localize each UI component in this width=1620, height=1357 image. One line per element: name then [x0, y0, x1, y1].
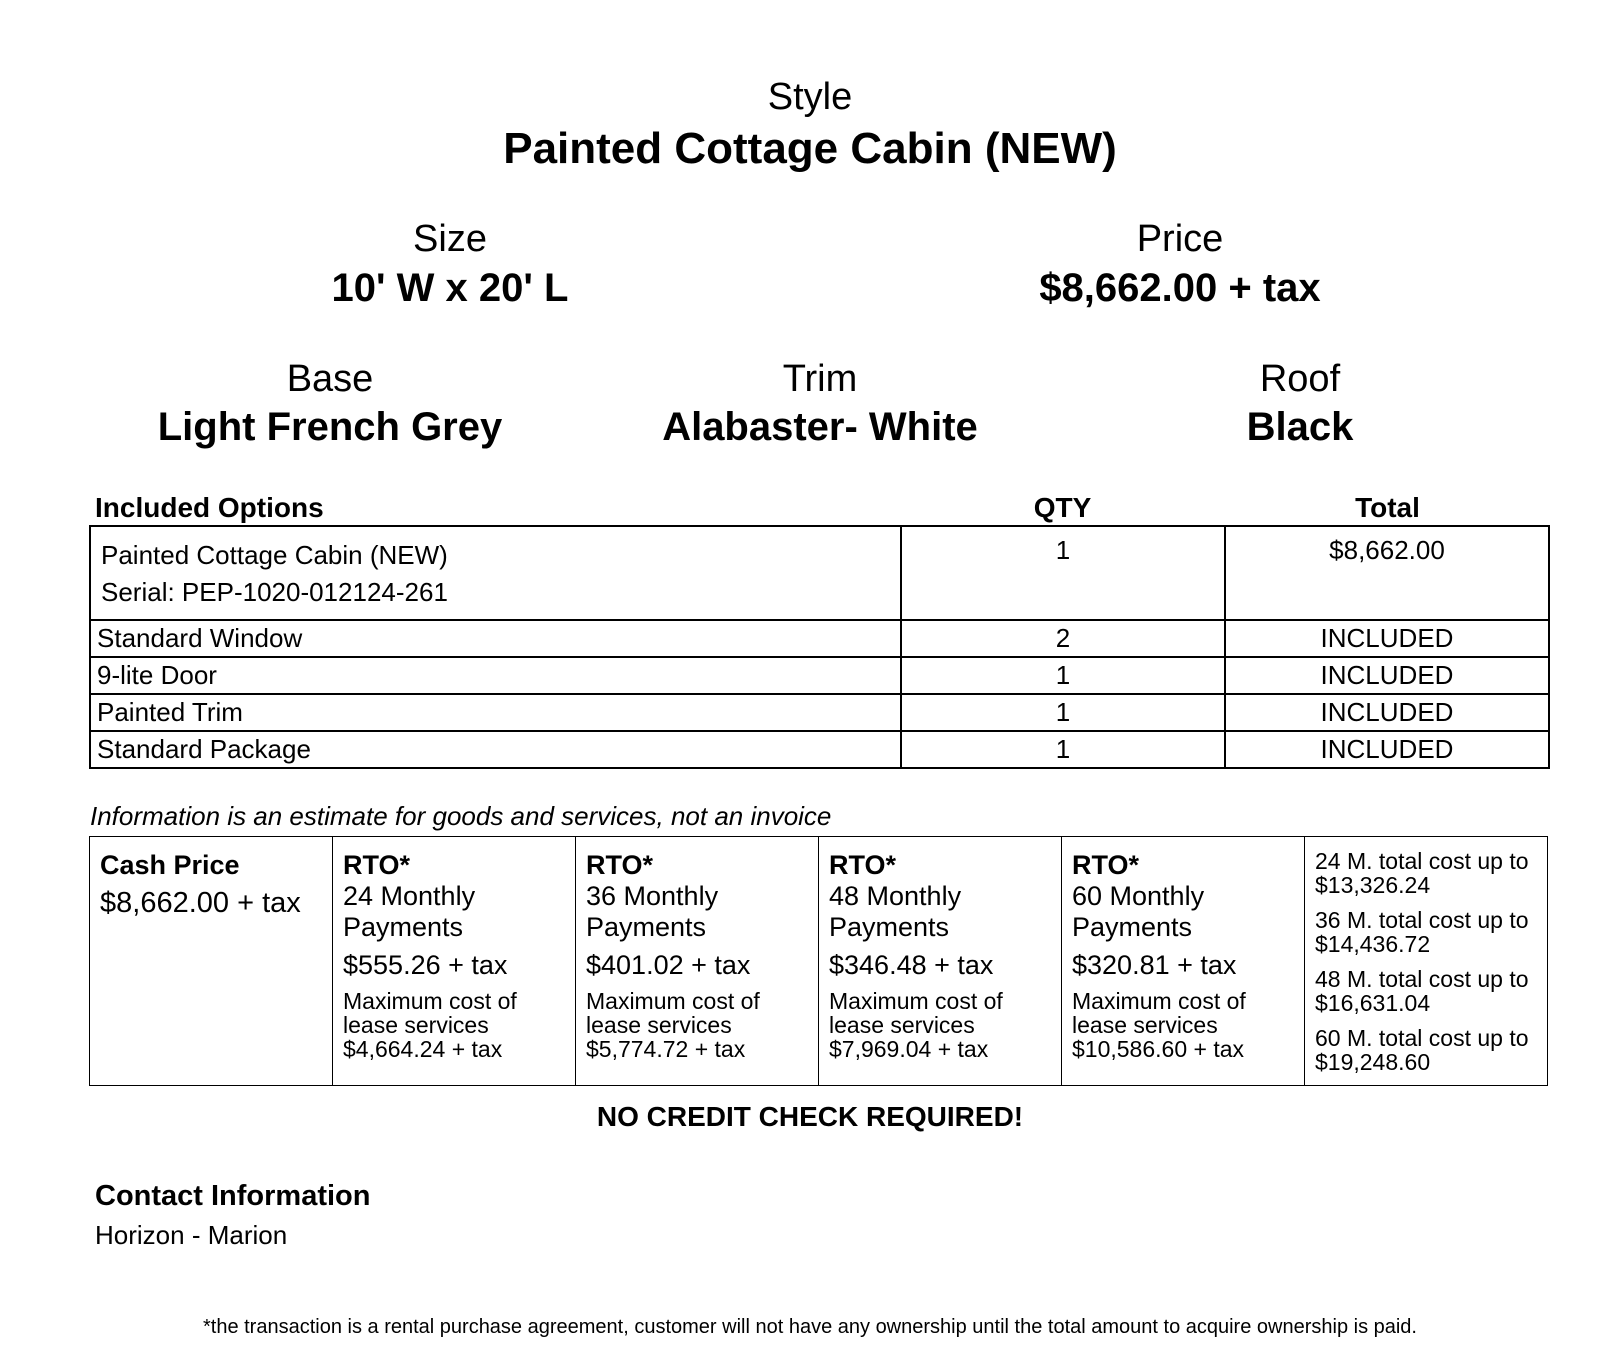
price-value: $8,662.00 + tax — [1039, 266, 1321, 310]
option-total: INCLUDED — [1225, 657, 1549, 694]
table-row — [90, 657, 1549, 694]
base-label: Base — [286, 358, 374, 400]
rto-amount: $401.02 + tax — [586, 950, 751, 980]
option-qty: 1 — [901, 694, 1225, 731]
contact-heading: Contact Information — [95, 1180, 371, 1212]
rto-max-value: $4,664.24 + tax — [343, 1036, 503, 1062]
rto-48-cell — [819, 837, 1062, 1086]
option-name-cell — [90, 526, 901, 620]
footnote: *the transaction is a rental purchase agreement, customer will not have any ownership until the total amount to acquire ownership is paid. — [202, 1316, 1417, 1338]
roof-value: Black — [1246, 405, 1354, 449]
rto-60-cell — [1062, 837, 1305, 1086]
rto-amount: $346.48 + tax — [829, 950, 994, 980]
no-credit-banner: NO CREDIT CHECK REQUIRED! — [596, 1101, 1024, 1132]
rto-term: 36 Monthly Payments — [586, 881, 719, 942]
price-label: Price — [1136, 218, 1224, 260]
option-total: INCLUDED — [1225, 620, 1549, 657]
rto-max-label: Maximum cost of lease services — [829, 988, 1003, 1038]
option-qty: 1 — [901, 657, 1225, 694]
option-name: Painted Cottage Cabin (NEW) — [101, 540, 448, 570]
estimate-note: Information is an estimate for goods and services, not an invoice — [90, 801, 832, 831]
included-options-heading: Included Options — [95, 492, 324, 523]
option-qty: 2 — [901, 620, 1225, 657]
style-value: Painted Cottage Cabin (NEW) — [503, 124, 1117, 173]
rto-term: 24 Monthly Payments — [343, 881, 476, 942]
size-label: Size — [413, 218, 487, 260]
total-cost-cell — [1305, 837, 1548, 1086]
cash-price-value: $8,662.00 + tax — [100, 887, 301, 919]
option-name: Painted Trim — [90, 694, 901, 731]
option-name: Standard Package — [90, 731, 901, 768]
size-value: 10' W x 20' L — [331, 266, 569, 310]
base-value: Light French Grey — [157, 405, 503, 449]
trim-value: Alabaster- White — [662, 405, 978, 449]
table-row — [90, 526, 1549, 620]
qty-heading: QTY — [1033, 492, 1092, 523]
option-name: Standard Window — [90, 620, 901, 657]
rto-max-value: $5,774.72 + tax — [586, 1036, 746, 1062]
option-total: $8,662.00 — [1225, 526, 1549, 620]
rto-heading: RTO* — [586, 850, 654, 880]
rto-amount: $320.81 + tax — [1072, 950, 1237, 980]
total-cost-36: 36 M. total cost up to $14,436.72 — [1315, 907, 1529, 957]
option-qty: 1 — [901, 731, 1225, 768]
style-label: Style — [767, 76, 853, 118]
option-serial: Serial: PEP-1020-012124-261 — [101, 577, 448, 607]
rto-term: 48 Monthly Payments — [829, 881, 962, 942]
table-row — [90, 620, 1549, 657]
contact-value: Horizon - Marion — [95, 1220, 288, 1250]
roof-label: Roof — [1259, 358, 1341, 400]
rto-heading: RTO* — [1072, 850, 1140, 880]
rto-heading: RTO* — [343, 850, 411, 880]
total-heading: Total — [1355, 492, 1420, 523]
rto-heading: RTO* — [829, 850, 897, 880]
table-row — [90, 694, 1549, 731]
option-total: INCLUDED — [1225, 731, 1549, 768]
trim-label: Trim — [782, 358, 858, 400]
total-cost-24: 24 M. total cost up to $13,326.24 — [1315, 848, 1529, 898]
rto-max-label: Maximum cost of lease services — [1072, 988, 1246, 1038]
rto-max-value: $10,586.60 + tax — [1072, 1036, 1245, 1062]
option-qty: 1 — [901, 526, 1225, 620]
rto-24-cell — [333, 837, 576, 1086]
rto-max-value: $7,969.04 + tax — [829, 1036, 989, 1062]
rto-term: 60 Monthly Payments — [1072, 881, 1205, 942]
option-total: INCLUDED — [1225, 694, 1549, 731]
options-table — [89, 525, 1550, 769]
rto-amount: $555.26 + tax — [343, 950, 508, 980]
total-cost-48: 48 M. total cost up to $16,631.04 — [1315, 966, 1529, 1016]
option-name: 9-lite Door — [90, 657, 901, 694]
total-cost-60: 60 M. total cost up to $19,248.60 — [1315, 1025, 1529, 1075]
cash-price-cell — [90, 837, 333, 1086]
rto-max-label: Maximum cost of lease services — [343, 988, 517, 1038]
table-row — [90, 731, 1549, 768]
rto-36-cell — [576, 837, 819, 1086]
rto-max-label: Maximum cost of lease services — [586, 988, 760, 1038]
payment-table — [89, 836, 1548, 1086]
cash-price-heading: Cash Price — [100, 850, 240, 880]
